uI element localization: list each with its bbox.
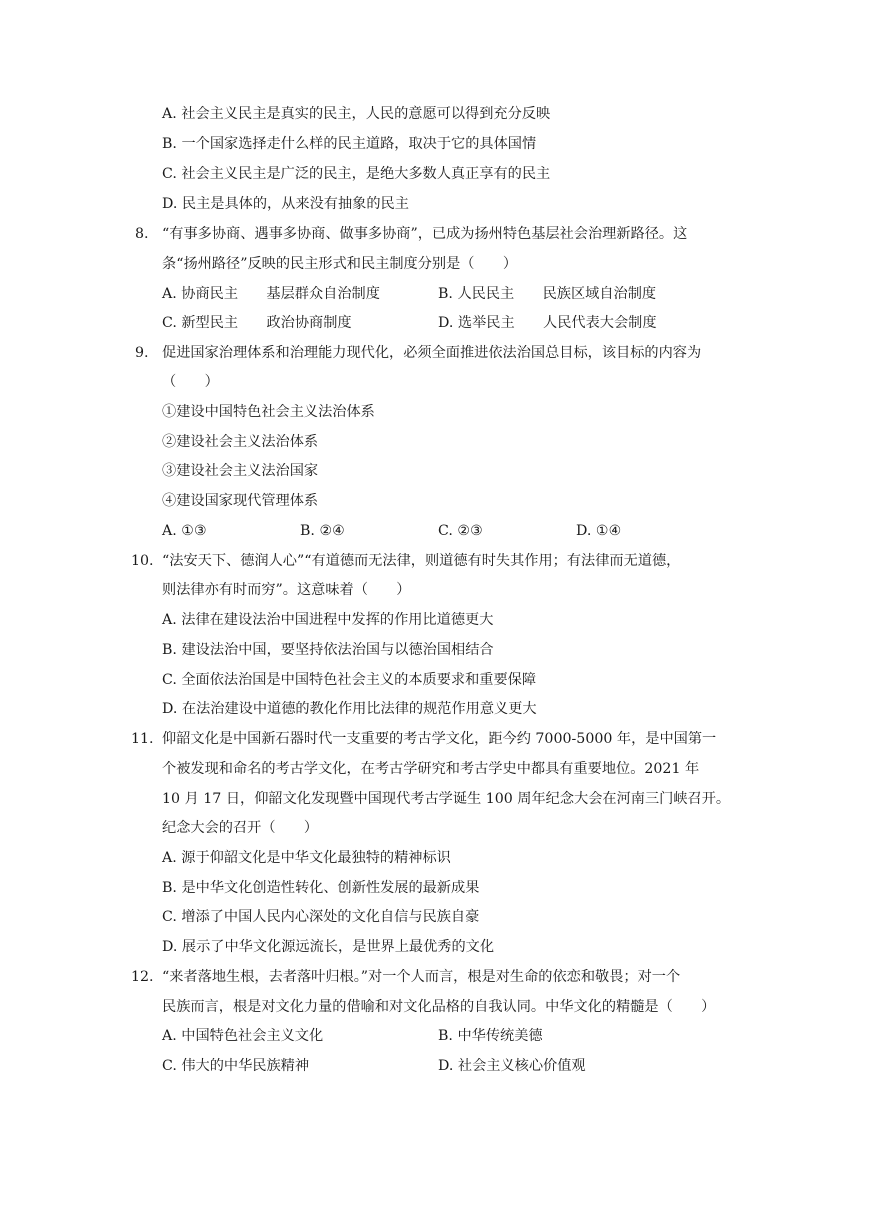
q9-stem-line2: （ ） bbox=[162, 374, 219, 390]
q11-stem-line2: 个被发现和命名的考古学文化，在考古学研究和考古学史中都具有重要地位。2021 年 bbox=[162, 761, 700, 777]
q8-stem-line2: 条“扬州路径”反映的民主形式和民主制度分别是（ ） bbox=[162, 256, 518, 272]
q10-option-c: C. 全面依法治国是中国特色社会主义的本质要求和重要保障 bbox=[162, 672, 537, 688]
q10-stem-line1: “法安天下、德润人心”“有道德而无法律，则道德有时失其作用；有法律而无道德， bbox=[162, 553, 681, 569]
q10-stem-line2: 则法律亦有时而穷”。这意味着（ ） bbox=[162, 582, 411, 598]
q11-option-c: C. 增添了中国人民内心深处的文化自信与民族自豪 bbox=[162, 909, 480, 925]
q12-stem-line1: “来者落地生根，去者落叶归根。”对一个人而言，根是对生命的依恋和敬畏；对一个 bbox=[162, 969, 681, 985]
q9-item-1: ①建设中国特色社会主义法治体系 bbox=[162, 404, 375, 420]
q11-option-d: D. 展示了中华文化源远流长，是世界上最优秀的文化 bbox=[162, 939, 495, 955]
q9-item-2: ②建设社会主义法治体系 bbox=[162, 434, 319, 450]
q10-option-b: B. 建设法治中国，要坚持依法治国与以德治国相结合 bbox=[162, 642, 494, 658]
q8-option-a: A. 协商民主 基层群众自治制度 bbox=[162, 286, 380, 302]
q10-number: 10. bbox=[131, 553, 154, 569]
q12-option-c: C. 伟大的中华民族精神 bbox=[162, 1058, 310, 1074]
q12-option-b: B. 中华传统美德 bbox=[438, 1028, 543, 1044]
q11-stem-line3: 10 月 17 日，仰韶文化发现暨中国现代考古学诞生 100 周年纪念大会在河南三门峡召开。 bbox=[162, 791, 731, 807]
q9-option-c: C. ②③ bbox=[438, 523, 483, 539]
q12-option-d: D. 社会主义核心价值观 bbox=[438, 1058, 586, 1074]
q9-option-d: D. ①④ bbox=[576, 523, 622, 539]
q12-stem-line2: 民族而言，根是对文化力量的借喻和对文化品格的自我认同。中华文化的精髓是（ ） bbox=[162, 999, 716, 1015]
q9-stem-line1: 促进国家治理体系和治理能力现代化，必须全面推进依法治国总目标，该目标的内容为 bbox=[162, 345, 702, 361]
q9-option-b: B. ②④ bbox=[300, 523, 345, 539]
q9-number: 9. bbox=[135, 345, 149, 361]
q7-option-b: B. 一个国家选择走什么样的民主道路，取决于它的具体国情 bbox=[162, 136, 537, 152]
q8-number: 8. bbox=[135, 226, 149, 242]
q9-item-4: ④建设国家现代管理体系 bbox=[162, 493, 319, 509]
q8-option-c: C. 新型民主 政治协商制度 bbox=[162, 315, 352, 331]
q8-option-d: D. 选举民主 人民代表大会制度 bbox=[438, 315, 657, 331]
q7-option-a: A. 社会主义民主是真实的民主，人民的意愿可以得到充分反映 bbox=[162, 106, 551, 122]
q11-option-b: B. 是中华文化创造性转化、创新性发展的最新成果 bbox=[162, 880, 480, 896]
q11-stem-line4: 纪念大会的召开（ ） bbox=[162, 820, 319, 836]
q7-option-d: D. 民主是具体的，从来没有抽象的民主 bbox=[162, 196, 409, 212]
q11-stem-line1: 仰韶文化是中国新石器时代一支重要的考古学文化，距今约 7000-5000 年，是中国第一 bbox=[162, 731, 717, 747]
q11-number: 11. bbox=[131, 731, 154, 747]
q8-option-b: B. 人民民主 民族区域自治制度 bbox=[438, 286, 657, 302]
q12-option-a: A. 中国特色社会主义文化 bbox=[162, 1028, 324, 1044]
q11-option-a: A. 源于仰韶文化是中华文化最独特的精神标识 bbox=[162, 850, 451, 866]
q8-stem-line1: “有事多协商、遇事多协商、做事多协商”，已成为扬州特色基层社会治理新路径。这 bbox=[162, 226, 688, 242]
q12-number: 12. bbox=[131, 969, 154, 985]
q10-option-a: A. 法律在建设法治中国进程中发挥的作用比道德更大 bbox=[162, 612, 494, 628]
q9-item-3: ③建设社会主义法治国家 bbox=[162, 463, 319, 479]
q7-option-c: C. 社会主义民主是广泛的民主，是绝大多数人真正享有的民主 bbox=[162, 166, 551, 182]
q9-option-a: A. ①③ bbox=[162, 523, 207, 539]
q10-option-d: D. 在法治建设中道德的教化作用比法律的规范作用意义更大 bbox=[162, 701, 537, 717]
